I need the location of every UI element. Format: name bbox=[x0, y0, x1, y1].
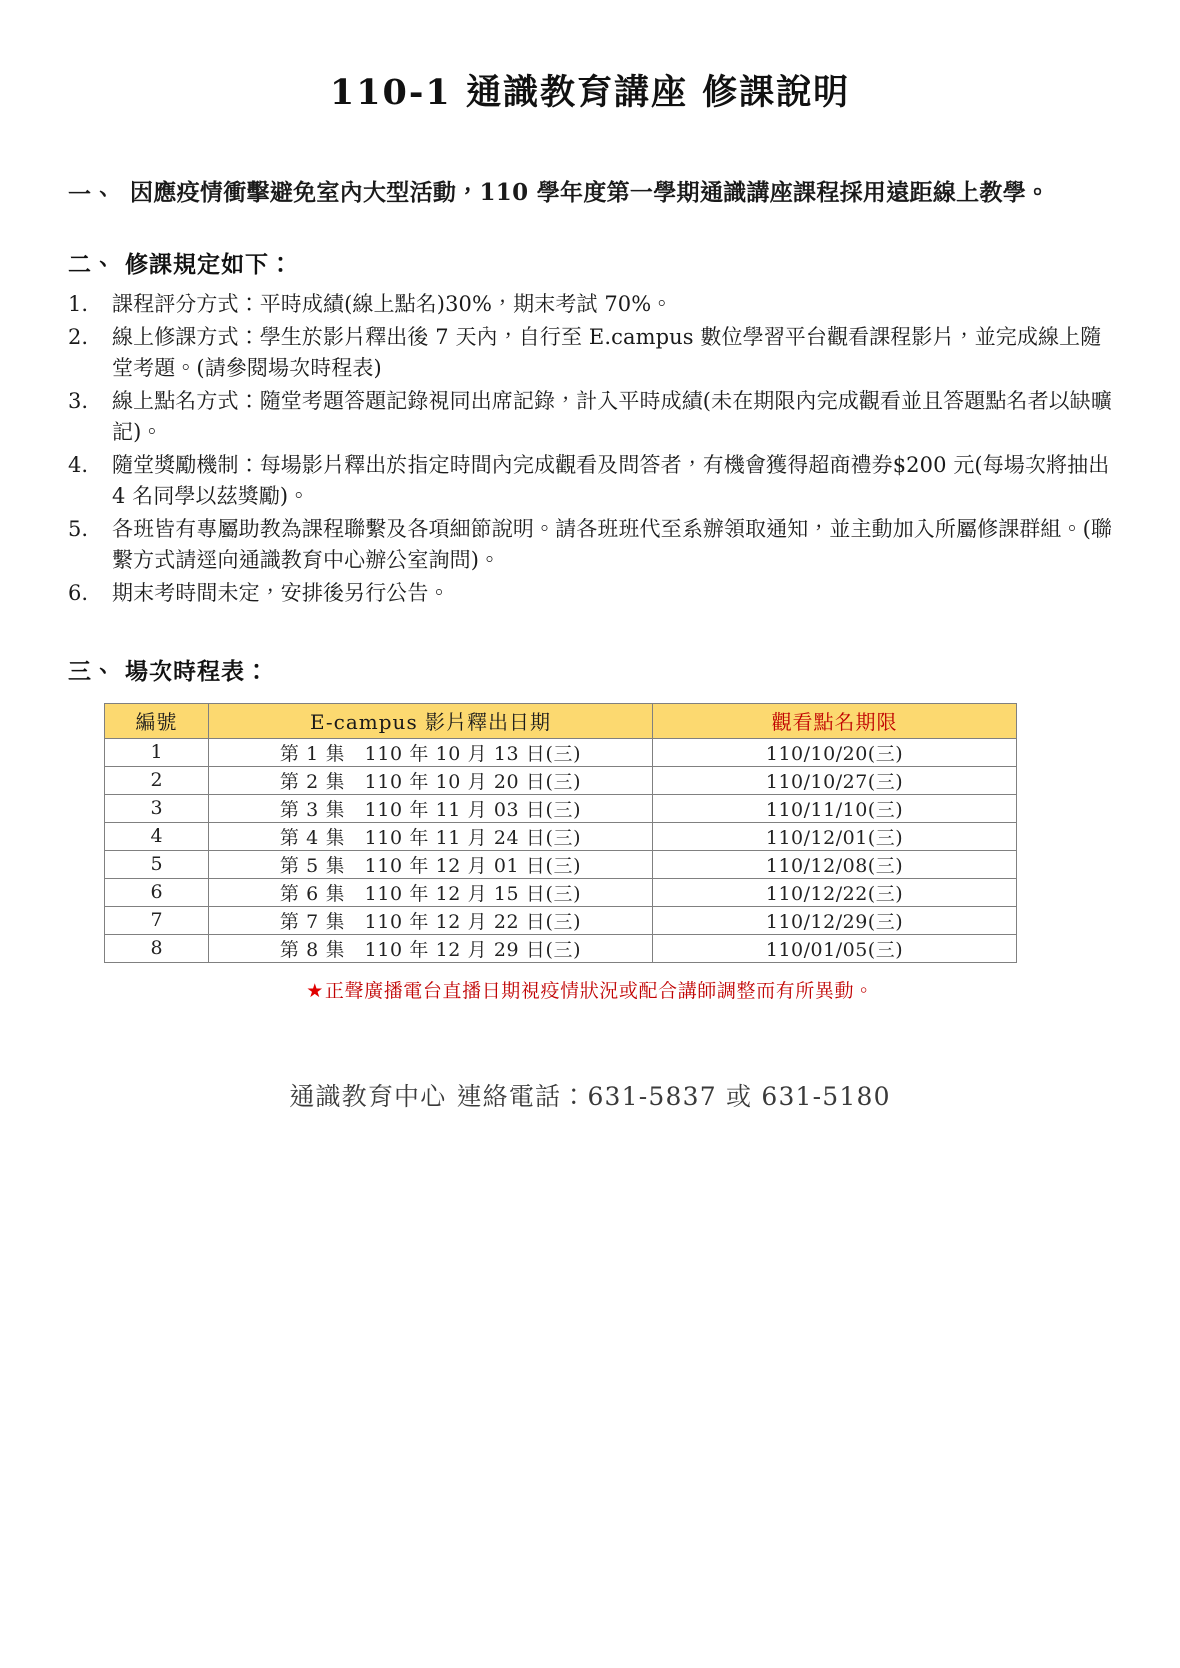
table-row bbox=[105, 766, 1017, 794]
table-body bbox=[105, 738, 1017, 962]
list-item bbox=[68, 386, 1118, 449]
cell-number: 1 bbox=[105, 738, 209, 766]
table-header-row bbox=[105, 703, 1017, 738]
list-item-text: 各班皆有專屬助教為課程聯繫及各項細節說明。請各班班代至系辦領取通知，並主動加入所屬修課群組。(聯繫方式請逕向通識教育中心辦公室詢問)。 bbox=[112, 516, 1112, 573]
list-item bbox=[68, 514, 1118, 577]
cell-deadline: 110/01/05(三) bbox=[653, 934, 1017, 962]
list-item-text: 線上點名方式：隨堂考題答題記錄視同出席記錄，計入平時成績(未在期限內完成觀看並且答題點名者以缺曠記)。 bbox=[112, 388, 1112, 445]
cell-deadline: 110/12/01(三) bbox=[653, 822, 1017, 850]
cell-number: 4 bbox=[105, 822, 209, 850]
table-row bbox=[105, 794, 1017, 822]
cell-release-date: 第 4 集 110 年 11 月 24 日(三) bbox=[209, 822, 653, 850]
content-body bbox=[0, 176, 1180, 689]
list-item bbox=[68, 289, 1118, 321]
list-item-number: 6. bbox=[68, 580, 89, 605]
cell-deadline: 110/12/29(三) bbox=[653, 906, 1017, 934]
list-item bbox=[68, 578, 1118, 610]
cell-deadline: 110/12/22(三) bbox=[653, 878, 1017, 906]
cell-release-date: 第 6 集 110 年 12 月 15 日(三) bbox=[209, 878, 653, 906]
section-three-heading: 三、 場次時程表： bbox=[68, 658, 270, 686]
cell-release-date: 第 1 集 110 年 10 月 13 日(三) bbox=[209, 738, 653, 766]
list-item bbox=[68, 322, 1118, 385]
column-header-number: 編號 bbox=[105, 703, 209, 738]
table-row bbox=[105, 878, 1017, 906]
contact-office: 通識教育中心 bbox=[289, 1081, 447, 1111]
cell-number: 7 bbox=[105, 906, 209, 934]
table-row bbox=[105, 934, 1017, 962]
section-one-marker: 一、 bbox=[68, 181, 116, 208]
cell-release-date: 第 7 集 110 年 12 月 22 日(三) bbox=[209, 906, 653, 934]
cell-number: 2 bbox=[105, 766, 209, 794]
section-one bbox=[68, 176, 1118, 210]
cell-number: 5 bbox=[105, 850, 209, 878]
list-item-number: 1. bbox=[68, 292, 89, 317]
list-item-number: 3. bbox=[68, 388, 89, 413]
table-header bbox=[105, 703, 1017, 738]
cell-release-date: 第 8 集 110 年 12 月 29 日(三) bbox=[209, 934, 653, 962]
cell-release-date: 第 3 集 110 年 11 月 03 日(三) bbox=[209, 794, 653, 822]
list-item-number: 2. bbox=[68, 324, 89, 349]
column-header-release-date: E-campus 影片釋出日期 bbox=[209, 703, 653, 738]
list-item-number: 4. bbox=[68, 452, 89, 477]
footnote-text: 正聲廣播電台直播日期視疫情狀況或配合講師調整而有所異動。 bbox=[324, 979, 874, 1002]
cell-number: 8 bbox=[105, 934, 209, 962]
table-footnote bbox=[104, 976, 1076, 1003]
section-two-heading: 二、 修課規定如下： bbox=[68, 251, 294, 279]
list-item-text: 線上修課方式：學生於影片釋出後 7 天內，自行至 E.campus 數位學習平台觀看課程影片，並完成線上隨堂考題。(請參閱場次時程表) bbox=[112, 324, 1102, 381]
cell-number: 6 bbox=[105, 878, 209, 906]
cell-number: 3 bbox=[105, 794, 209, 822]
cell-deadline: 110/10/20(三) bbox=[653, 738, 1017, 766]
list-item-text: 期末考時間未定，安排後另行公告。 bbox=[112, 580, 450, 605]
star-icon: ★ bbox=[306, 979, 324, 1002]
list-item-number: 5. bbox=[68, 516, 89, 541]
schedule-table-wrap bbox=[0, 703, 1180, 1003]
section-one-text: 因應疫情衝擊避免室內大型活動，110 學年度第一學期通識講座課程採用遠距線上教學。 bbox=[130, 179, 1050, 206]
list-item-text: 課程評分方式：平時成績(線上點名)30%，期末考試 70%。 bbox=[112, 292, 673, 317]
table-row bbox=[105, 850, 1017, 878]
cell-release-date: 第 2 集 110 年 10 月 20 日(三) bbox=[209, 766, 653, 794]
rules-list bbox=[68, 289, 1118, 609]
list-item bbox=[68, 450, 1118, 513]
contact-line bbox=[0, 1077, 1180, 1113]
table-row bbox=[105, 822, 1017, 850]
table-row bbox=[105, 738, 1017, 766]
column-header-deadline: 觀看點名期限 bbox=[653, 703, 1017, 738]
cell-deadline: 110/11/10(三) bbox=[653, 794, 1017, 822]
list-item-text: 隨堂獎勵機制：每場影片釋出於指定時間內完成觀看及問答者，有機會獲得超商禮券$200 元(每場次將抽出 4 名同學以茲獎勵)。 bbox=[112, 452, 1110, 509]
table-row bbox=[105, 906, 1017, 934]
cell-deadline: 110/12/08(三) bbox=[653, 850, 1017, 878]
page-title: 110-1 通識教育講座 修課說明 bbox=[329, 72, 851, 113]
cell-deadline: 110/10/27(三) bbox=[653, 766, 1017, 794]
schedule-table bbox=[104, 703, 1017, 963]
contact-phone: 連絡電話：631-5837 或 631-5180 bbox=[456, 1081, 891, 1111]
cell-release-date: 第 5 集 110 年 12 月 01 日(三) bbox=[209, 850, 653, 878]
